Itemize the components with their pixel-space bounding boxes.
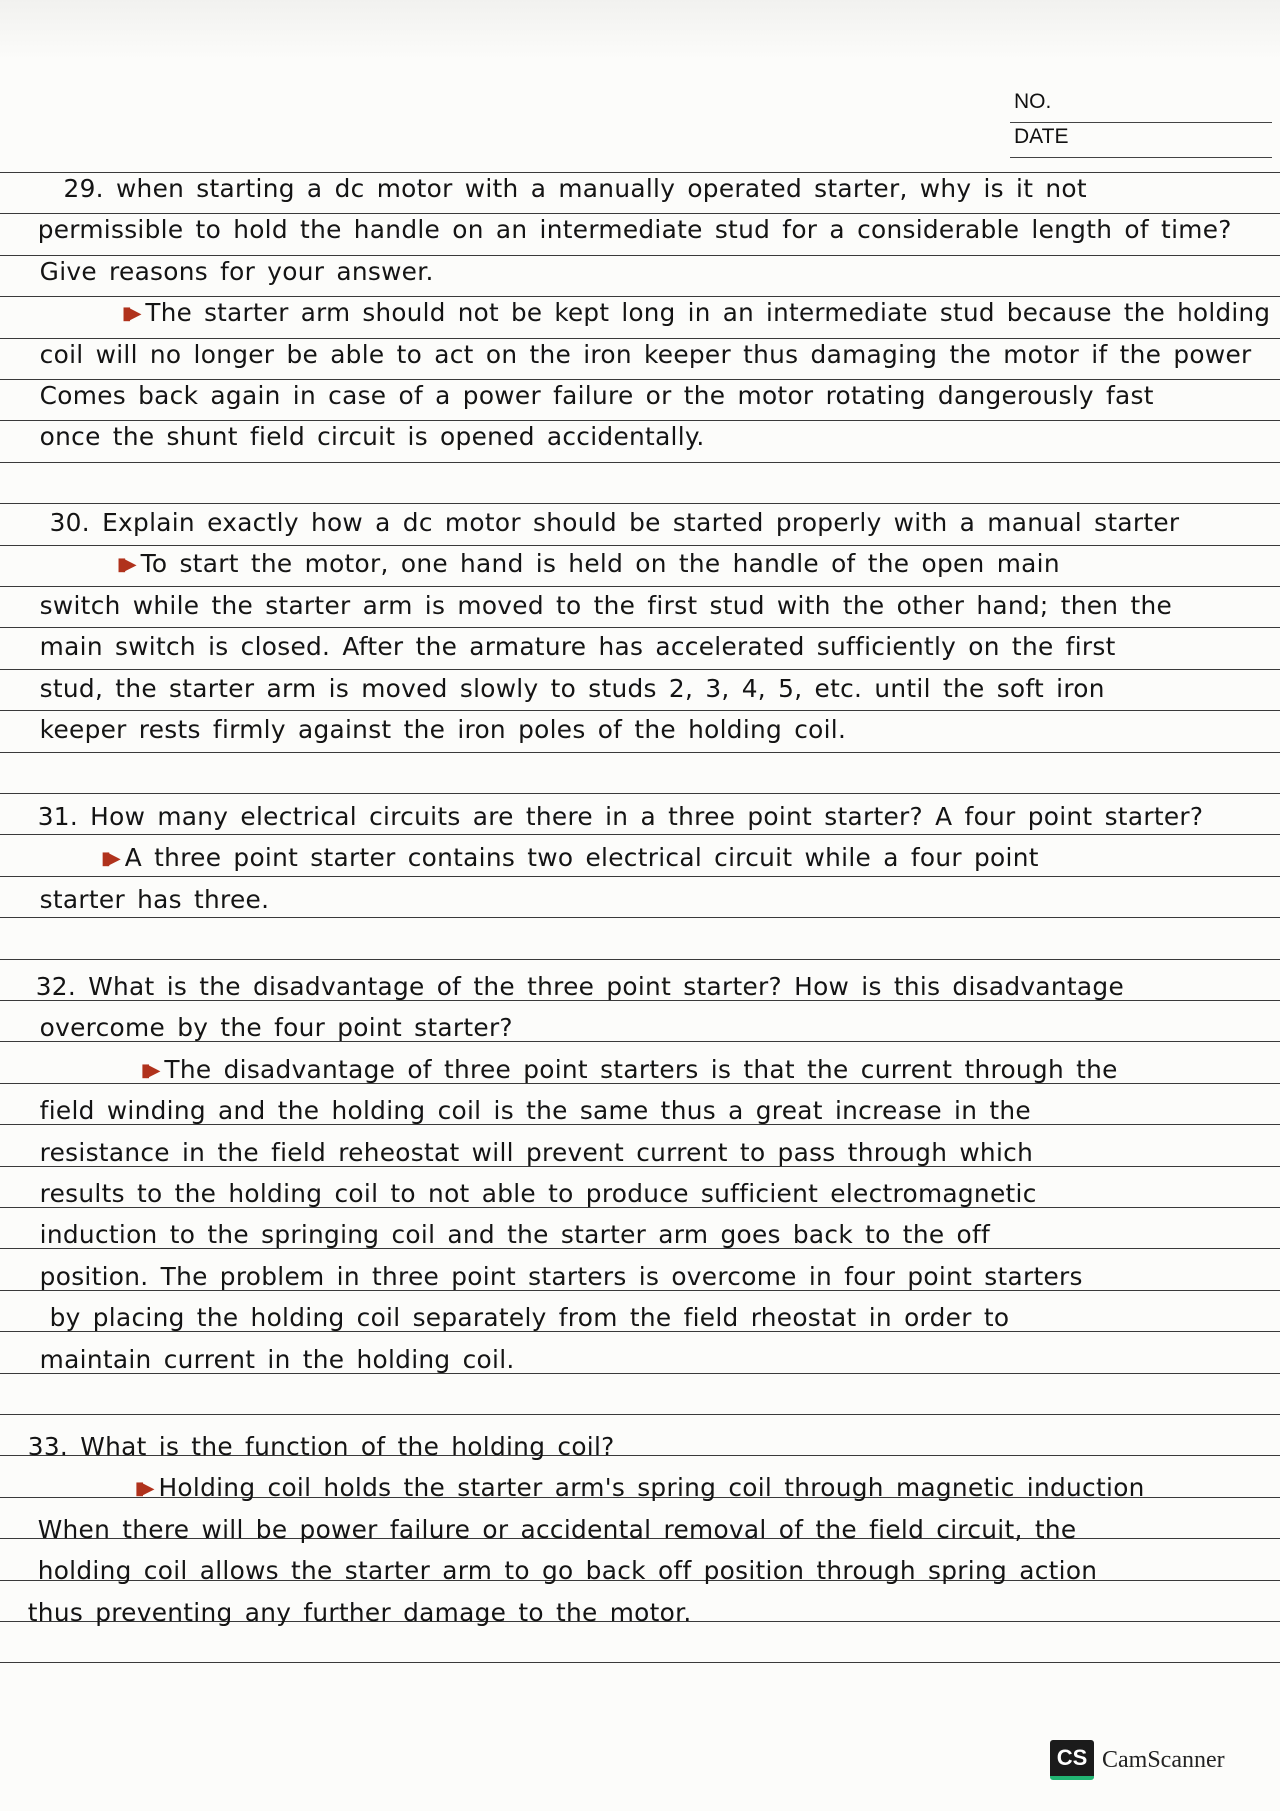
answer-line: To start the motor, one hand is held on the handle of the open main [140,549,1060,579]
answer-line: coil will no longer be able to act on the iron keeper thus damaging the motor if the power [39,339,1252,369]
scan-shadow [0,0,1280,60]
question-29-block [0,168,1280,458]
question-line: 33. What is the function of the holding coil? [27,1432,615,1461]
answer-line: Holding coil holds the starter arm's spring coil through magnetic induction [158,1473,1145,1503]
answer-line: induction to the springing coil and the starter arm goes back to the off [39,1220,991,1250]
answer-line: The starter arm should not be kept long in an intermediate stud because the holding [145,298,1271,328]
answer-line: field winding and the holding coil is the same thus a great increase in the [39,1096,1031,1126]
answer-line: thus preventing any further damage to the motor. [27,1597,692,1627]
answer-line: once the shunt field circuit is opened accidentally. [39,422,705,452]
question-line: 31. How many electrical circuits are there in a three point starter? A four point starter? [37,802,1204,831]
answer-line: The disadvantage of three point starters is that the current through the [164,1054,1118,1084]
ruled-line [0,959,1280,960]
answer-line: results to the holding coil to not able to produce sufficient electromagnetic [39,1178,1037,1208]
answer-line: main switch is closed. After the armature has accelerated sufficiently on the first [39,632,1116,662]
answer-arrow-icon: ▮▶ [117,554,133,576]
answer-line: A three point starter contains two electrical circuit while a four point [124,843,1039,873]
answer-line: keeper rests firmly against the iron poles of the holding coil. [39,714,847,744]
date-label: DATE [1014,125,1069,148]
answer-line: When there will be power failure or accidental removal of the field circuit, the [37,1514,1077,1544]
camscanner-watermark [1050,1740,1225,1780]
number-label: NO. [1014,90,1052,113]
answer-line: maintain current in the holding coil. [39,1344,515,1374]
question-line: permissible to hold the handle on an intermediate stud for a considerable length of time? [37,215,1232,245]
question-30-block [0,502,1280,750]
ruled-line [0,793,1280,794]
ruled-line [0,462,1280,463]
question-line: 30. Explain exactly how a dc motor should be started properly with a manual starter [49,508,1180,537]
answer-line: switch while the starter arm is moved to the first stud with the other hand; then the [39,590,1173,620]
answer-line: resistance in the field reheostat will prevent current to pass through which [39,1137,1034,1167]
question-line: Give reasons for your answer. [39,256,434,286]
question-32-block [0,966,1280,1380]
answer-arrow-icon: ▮▶ [134,1478,151,1500]
answer-line: stud, the starter arm is moved slowly to studs 2, 3, 4, 5, etc. until the soft iron [39,673,1105,703]
page-header [1010,88,1272,158]
answer-line: position. The problem in three point starters is overcome in four point starters [39,1261,1083,1291]
ruled-line [0,752,1280,753]
answer-line: holding coil allows the starter arm to go back off position through spring action [37,1556,1098,1586]
answer-line: Comes back again in case of a power failure or the motor rotating dangerously fast [39,380,1154,410]
ruled-line [0,1662,1280,1663]
answer-arrow-icon: ▮▶ [101,848,117,870]
camscanner-brand-name: CamScanner [1102,1746,1225,1773]
question-33-block [0,1426,1280,1633]
question-line: 32. What is the disadvantage of the three point starter? How is this disadvantage [35,972,1125,1001]
camscanner-logo-icon: CS [1050,1740,1094,1780]
question-line: 29. when starting a dc motor with a manually operated starter, why is it not [63,174,1087,203]
number-field [1010,88,1272,123]
question-31-block [0,796,1280,920]
ruled-line [0,1414,1280,1415]
answer-line: starter has three. [39,884,270,914]
question-line: overcome by the four point starter? [39,1013,513,1043]
answer-arrow-icon: ▮▶ [122,303,138,325]
answer-line: by placing the holding coil separately from the field rheostat in order to [49,1303,1010,1333]
answer-arrow-icon: ▮▶ [140,1059,157,1081]
date-field [1010,123,1272,158]
